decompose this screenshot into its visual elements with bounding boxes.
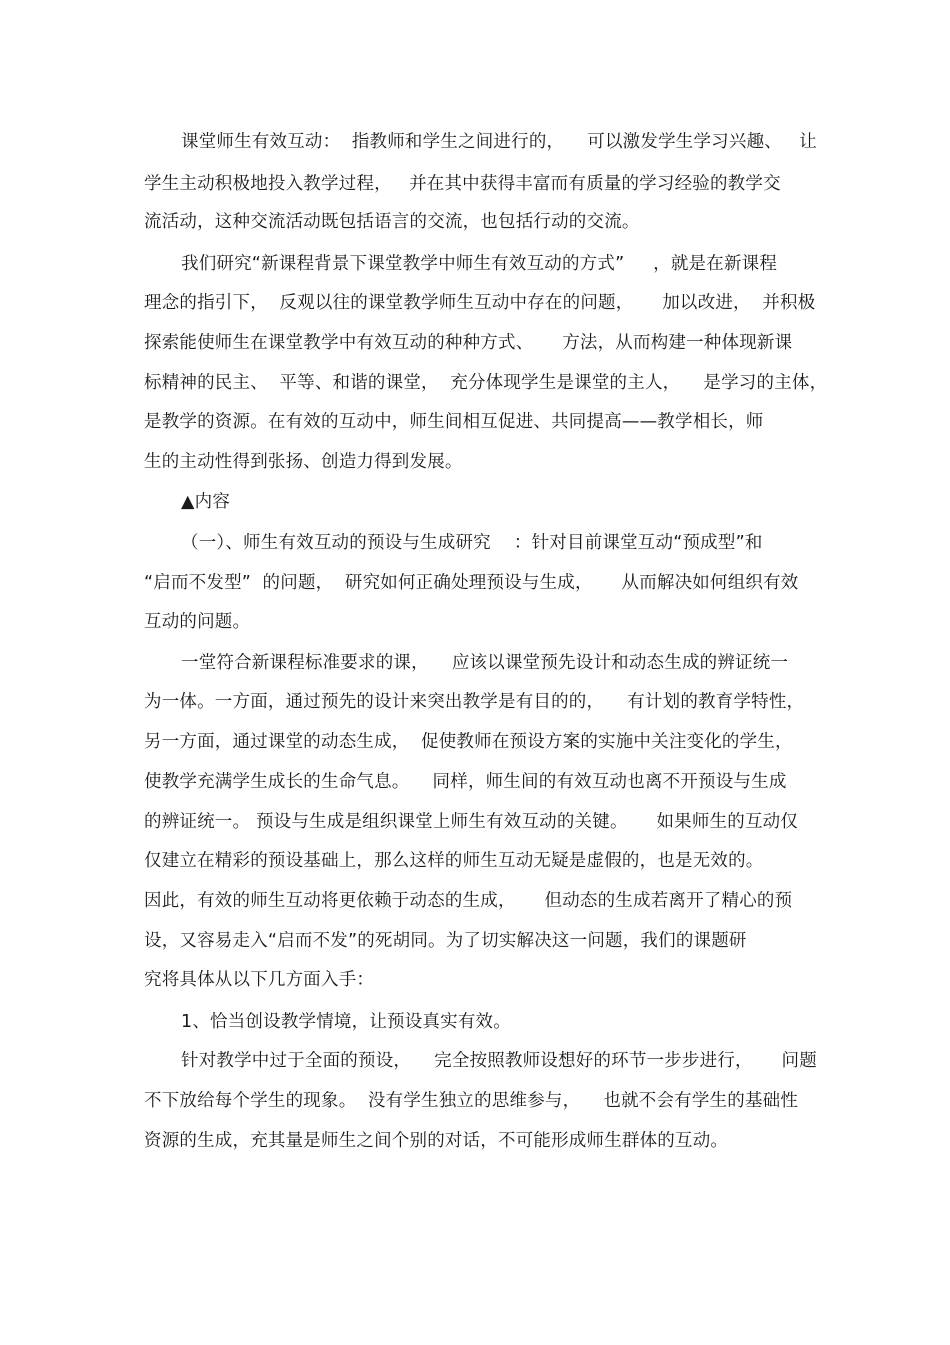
text-line: 学生主动积极地投入教学过程， 并在其中获得丰富而有质量的学习经验的教学交 [144,174,781,194]
text-line: 资源的生成，充其量是师生之间个别的对话，不可能形成师生群体的互动。 [144,1131,729,1151]
text-line: 课堂师生有效互动： 指教师和学生之间进行的， 可以激发学生学习兴趣、 让 [181,132,817,152]
text-line: 为一体。一方面，通过预先的设计来突出教学是有目的的， 有计划的教育学特性， [144,692,805,712]
text-line: 一堂符合新课程标准要求的课， 应该以课堂预先设计和动态生成的辨证统一 [181,653,789,673]
numbered-item: 1、恰当创设教学情境，让预设真实有效。 [181,1012,511,1032]
text-line: 另一方面，通过课堂的动态生成， 促使教师在预设方案的实施中关注变化的学生， [144,732,793,752]
text-line: （一）、师生有效互动的预设与生成研究 ：针对目前课堂互动“预成型”和 [181,533,763,553]
text-line: 的辨证统一。 预设与生成是组织课堂上师生有效互动的关键。 如果师生的互动仅 [144,812,799,832]
text-line: 探索能使师生在课堂教学中有效互动的种种方式、 方法，从而构建一种体现新课 [144,333,793,353]
text-line: 不下放给每个学生的现象。 没有学生独立的思维参与， 也就不会有学生的基础性 [144,1091,799,1111]
section-heading: ▲内容 [181,492,231,512]
text-line: 设，又容易走入“启而不发”的死胡同。为了切实解决这一问题，我们的课题研 [144,931,747,951]
text-line: 因此，有效的师生互动将更依赖于动态的生成， 但动态的生成若离开了精心的预 [144,891,793,911]
text-line: 标精神的民主、 平等、和谐的课堂， 充分体现学生是课堂的主人， 是学习的主体， [144,373,828,393]
text-line: “启而不发型” 的问题， 研究如何正确处理预设与生成， 从而解决如何组织有效 [144,573,799,593]
text-line: 仅建立在精彩的预设基础上，那么这样的师生互动无疑是虚假的，也是无效的。 [144,851,764,871]
text-line: 我们研究“新课程背景下课堂教学中师生有效互动的方式” ，就是在新课程 [181,254,778,274]
text-line: 理念的指引下， 反观以往的课堂教学师生互动中存在的问题， 加以改进， 并积极 [144,293,816,313]
text-line: 究将具体从以下几方面入手： [144,970,375,990]
text-line: 使教学充满学生成长的生命气息。 同样，师生间的有效互动也离不开预设与生成 [144,772,787,792]
text-line: 流活动，这种交流活动既包括语言的交流，也包括行动的交流。 [144,212,640,232]
text-line: 是教学的资源。在有效的互动中，师生间相互促进、共同提高——教学相长，师 [144,412,764,432]
text-line: 互动的问题。 [144,612,251,632]
text-line: 针对教学中过于全面的预设， 完全按照教师设想好的环节一步步进行， 问题 [181,1051,817,1071]
text-line: 生的主动性得到张扬、创造力得到发展。 [144,452,463,472]
